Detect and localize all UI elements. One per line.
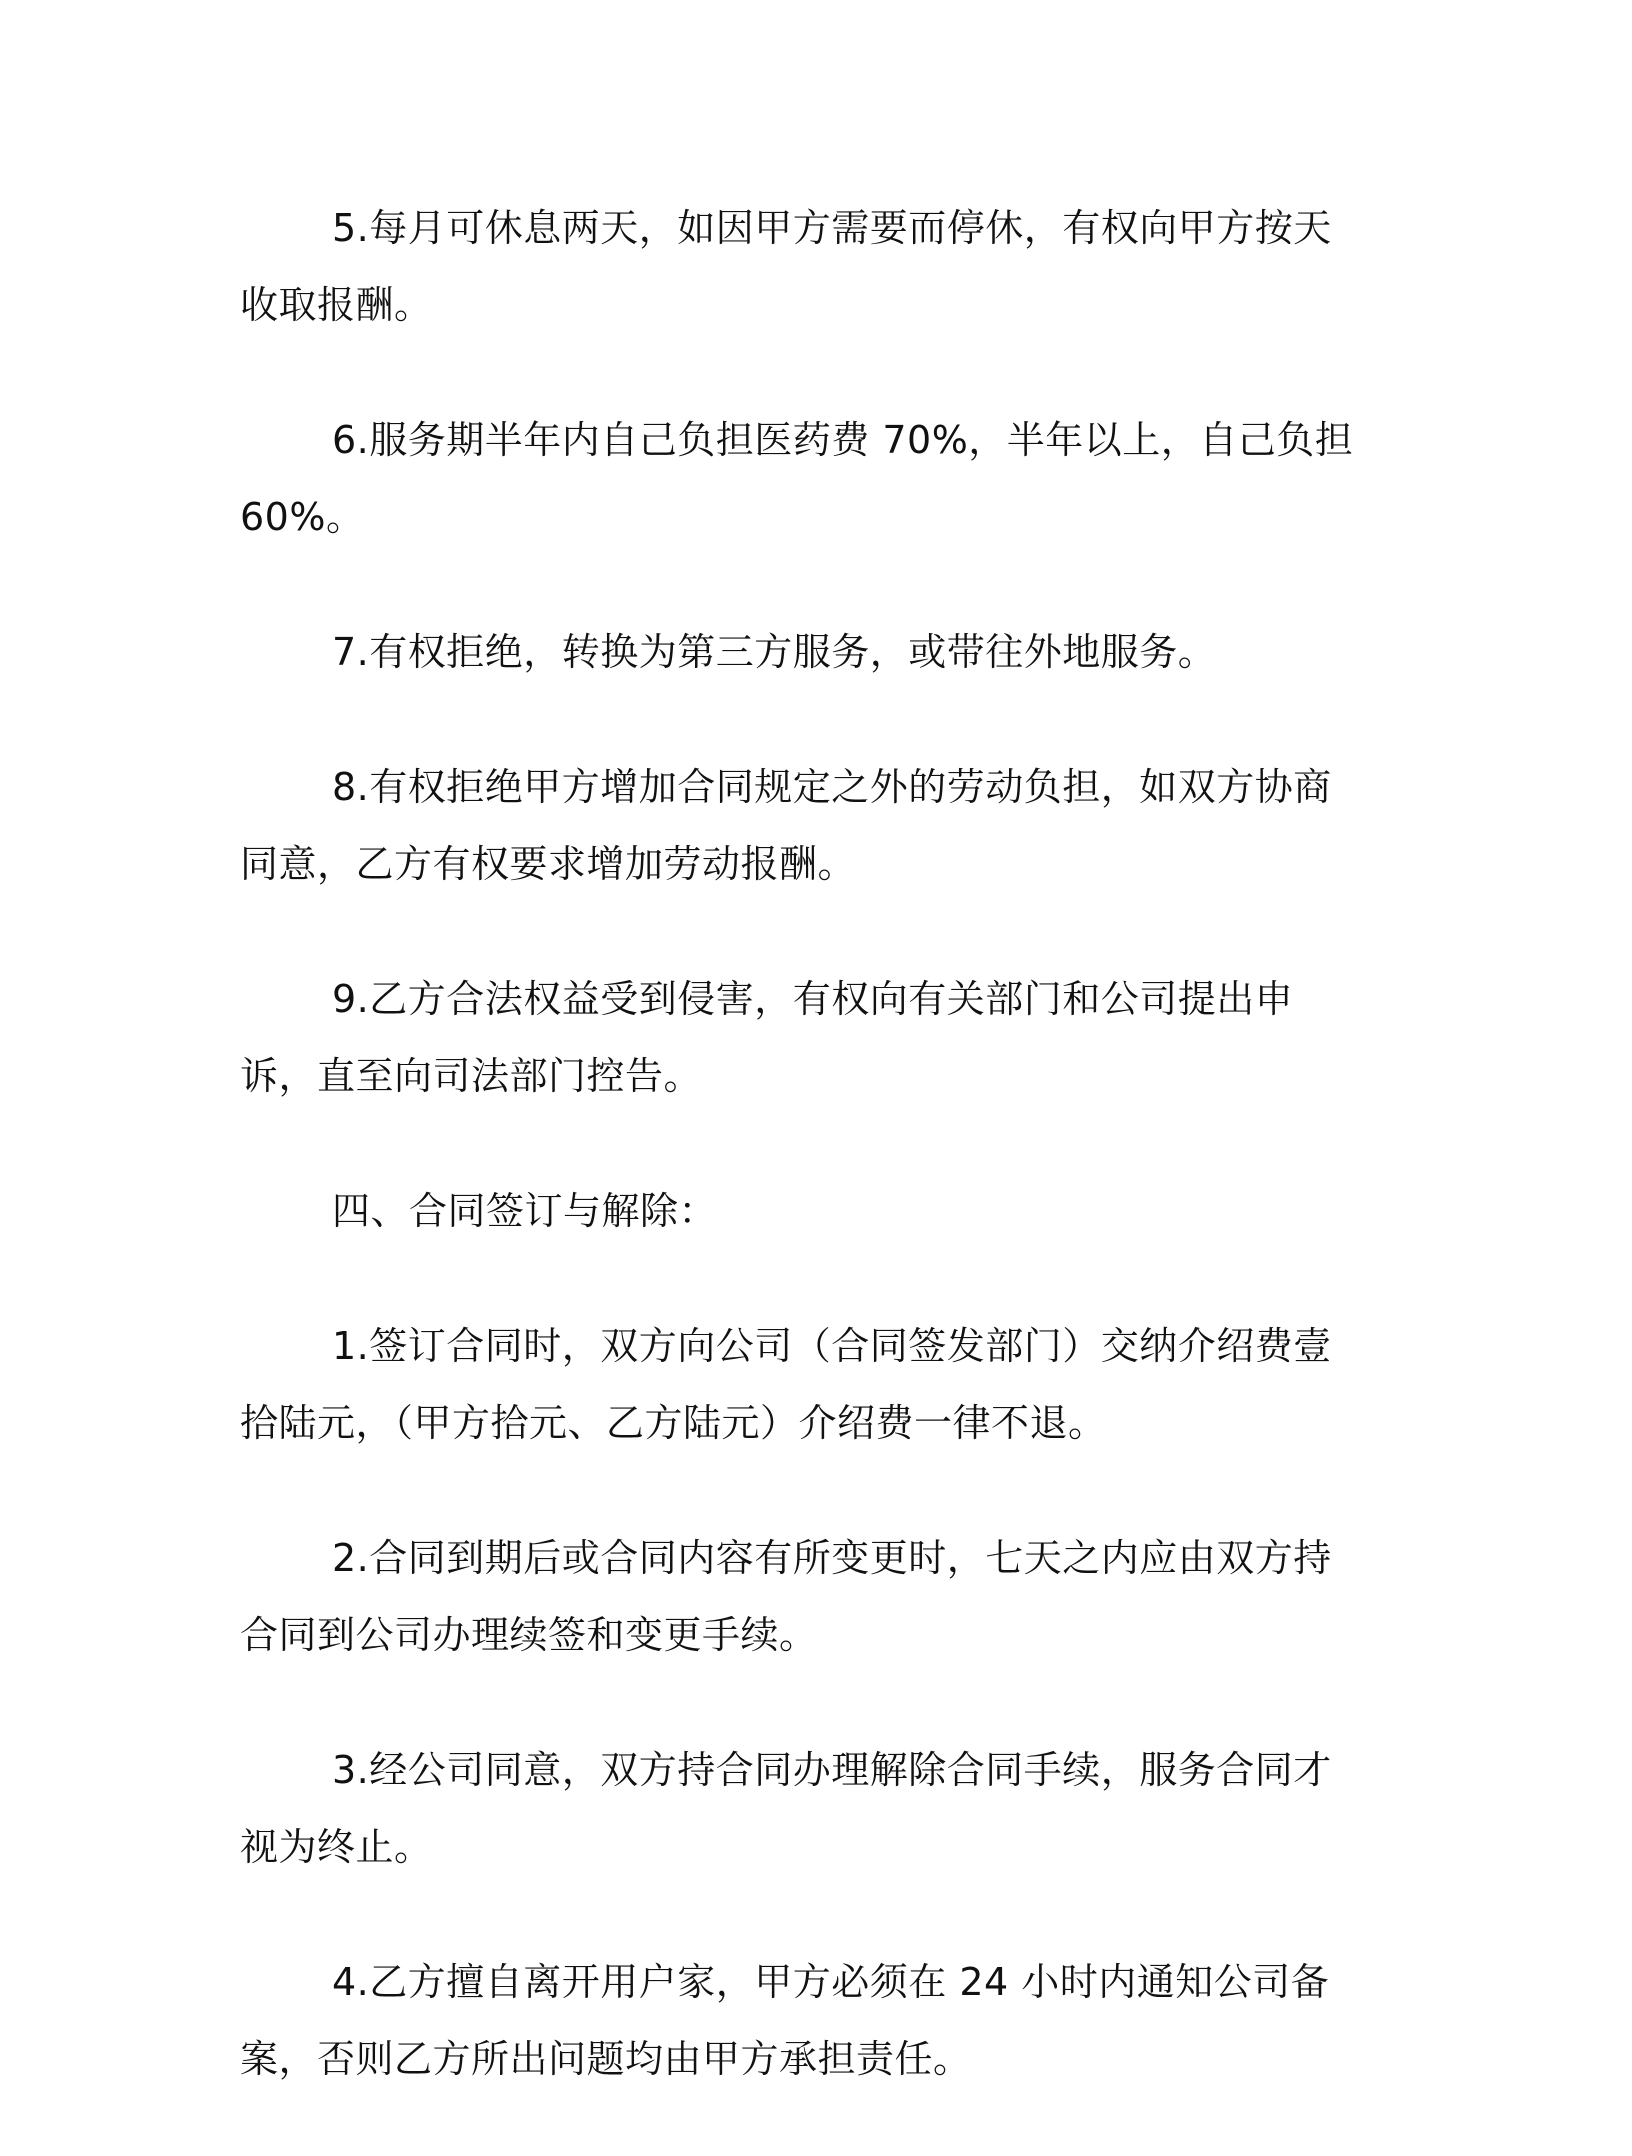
clause-4-1: 1.签订合同时，双方向公司（合同签发部门）交纳介绍费壹拾陆元，（甲方拾元、乙方陆元）介绍费一律不退。 [240, 1324, 1332, 1445]
clause-4-4: 4.乙方擅自离开用户家，甲方必须在 24 小时内通知公司备案，否则乙方所出问题均由甲方承担责任。 [240, 1960, 1330, 2081]
section-heading-4: 四、合同签订与解除： [332, 1189, 718, 1233]
clause-4-2: 2.合同到期后或合同内容有所变更时，七天之内应由双方持合同到公司办理续签和变更手续。 [240, 1536, 1332, 1657]
clause-3-5: 5.每月可休息两天，如因甲方需要而停休，有权向甲方按天收取报酬。 [240, 206, 1332, 327]
clause-4-3: 3.经公司同意，双方持合同办理解除合同手续，服务合同才视为终止。 [240, 1748, 1332, 1869]
clause-3-6: 6.服务期半年内自己负担医药费 70%，半年以上，自己负担60%。 [240, 418, 1354, 539]
clause-3-8: 8.有权拒绝甲方增加合同规定之外的劳动负担，如双方协商同意，乙方有权要求增加劳动报酬。 [240, 765, 1332, 886]
document-body [240, 190, 1370, 2156]
clause-3-7: 7.有权拒绝，转换为第三方服务，或带往外地服务。 [332, 630, 1217, 674]
clause-3-9: 9.乙方合法权益受到侵害，有权向有关部门和公司提出申诉，直至向司法部门控告。 [240, 977, 1294, 1098]
